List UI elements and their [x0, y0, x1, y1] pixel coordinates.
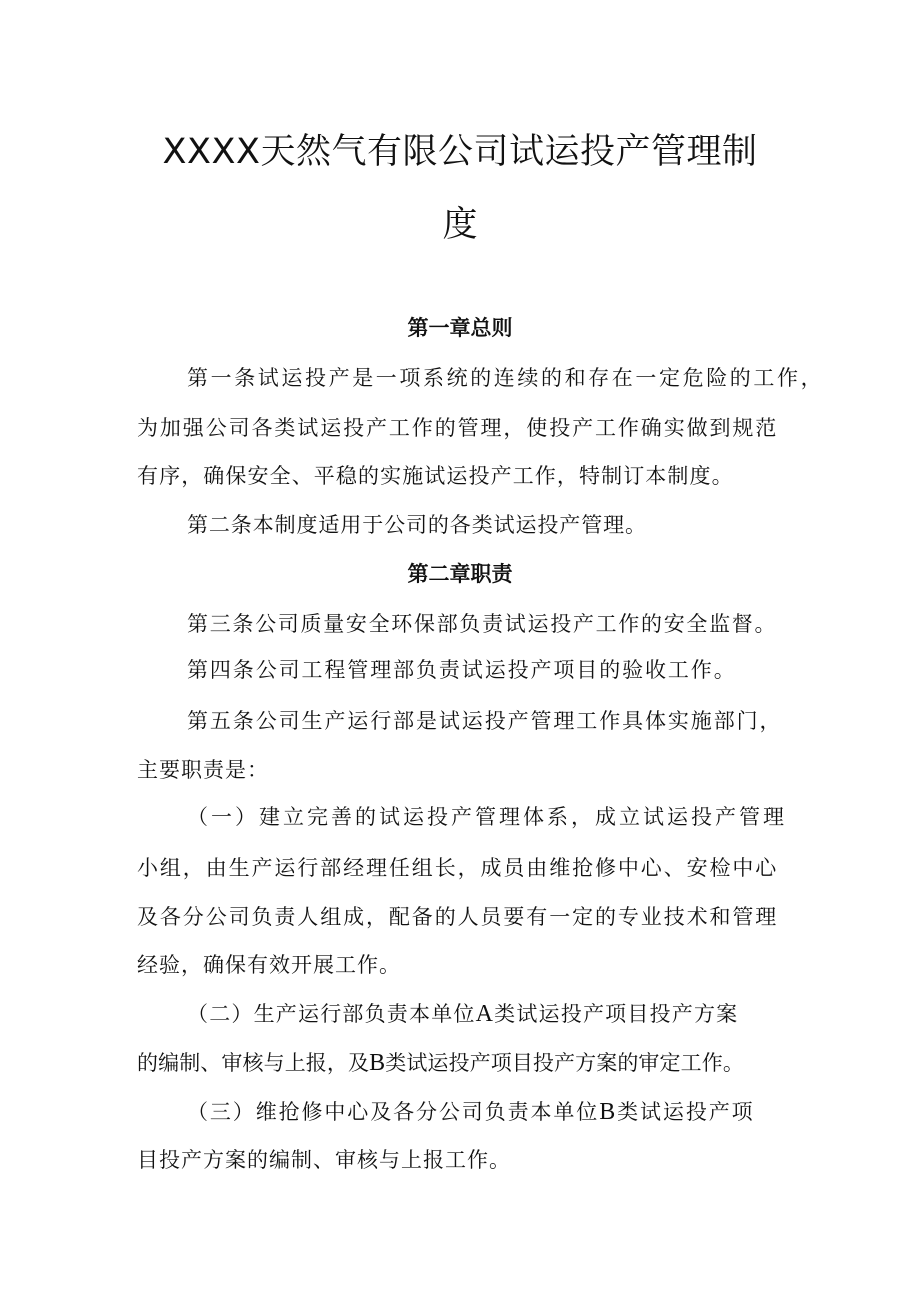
item-3-line-1-part-a: （三）维抢修中心及各分公司负责本单位	[187, 1100, 600, 1124]
item-3-line-1-part-b: B	[599, 1099, 618, 1125]
article-3: 第三条公司质量安全环保部负责试运投产工作的安全监督。	[187, 612, 778, 636]
item-2-line-1	[187, 1000, 738, 1028]
item-1-line-4: 经验，确保有效开展工作。	[137, 953, 401, 977]
item-2-line-1-part-b: A	[475, 1001, 495, 1027]
chapter-2-heading: 第二章职责	[407, 562, 513, 586]
item-3-line-2: 目投产方案的编制、审核与上报工作。	[137, 1148, 511, 1172]
article-1-line-1: 第一条试运投产是一项系统的连续的和存在一定危险的工作，	[187, 366, 825, 390]
article-2: 第二条本制度适用于公司的各类试运投产管理。	[187, 513, 647, 537]
item-2-line-2-part-b: B	[369, 1050, 386, 1076]
article-5-line-1: 第五条公司生产运行部是试运投产管理工作具体实施部门，	[187, 709, 783, 733]
item-2-line-2-part-a: 的编制、审核与上报，及	[137, 1051, 370, 1075]
document-title-line-2: 度	[442, 205, 478, 245]
item-1-line-1: （一）建立完善的试运投产管理体系，成立试运投产管理	[187, 805, 787, 829]
item-1-line-2: 小组，由生产运行部经理任组长，成员由维抢修中心、安检中心	[137, 856, 779, 880]
item-1-line-3: 及各分公司负责人组成，配备的人员要有一定的专业技术和管理	[137, 905, 779, 929]
item-2-line-1-part-c: 类试运投产项目投产方案	[494, 1002, 739, 1026]
item-3-line-1-part-c: 类试运投产项	[617, 1100, 755, 1124]
article-5-line-2: 主要职责是：	[137, 758, 269, 782]
chapter-1-heading: 第一章总则	[407, 316, 513, 340]
document-title-line-1: XXXX天然气有限公司试运投产管理制	[162, 132, 758, 172]
article-1-line-2: 为加强公司各类试运投产工作的管理，使投产工作确实做到规范	[137, 416, 779, 440]
item-2-line-1-part-a: （二）生产运行部负责本单位	[187, 1002, 476, 1026]
article-4: 第四条公司工程管理部负责试运投产项目的验收工作。	[187, 658, 737, 682]
item-2-line-2-part-c: 类试运投产项目投产方案的审定工作。	[385, 1051, 744, 1075]
article-1-line-3: 有序，确保安全、平稳的实施试运投产工作，特制订本制度。	[137, 464, 734, 488]
item-3-line-1	[187, 1098, 755, 1126]
item-2-line-2	[137, 1049, 744, 1077]
